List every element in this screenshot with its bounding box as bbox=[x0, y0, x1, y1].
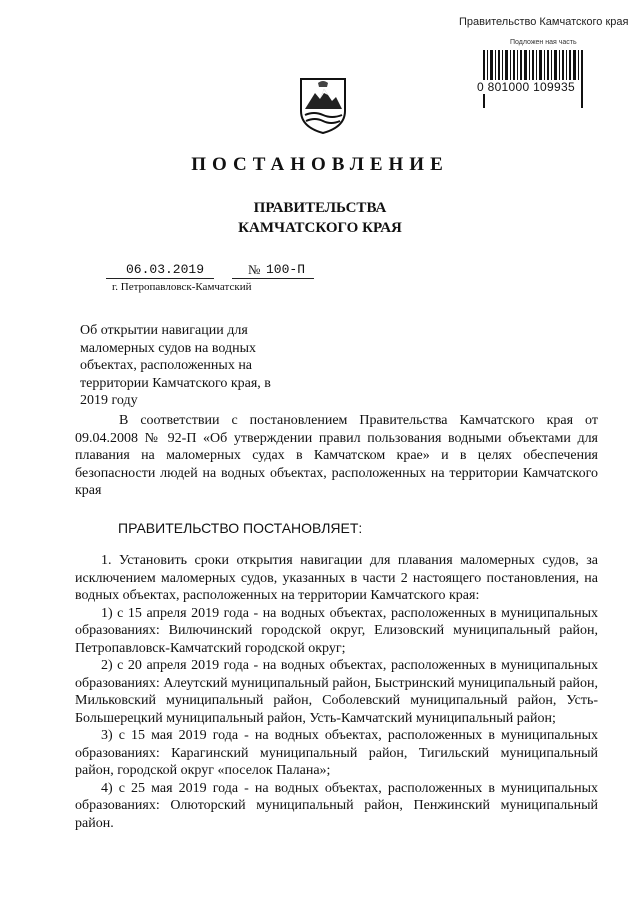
subitem-3: 3) с 15 мая 2019 года - на водных объектах, расположенных в муниципальных образованиях: Карагинский муниципальный район, Тигильский муниципальный район, городской округ «поселок Палана»; bbox=[75, 728, 598, 778]
preamble-text: В соответствии с постановлением Правительства Камчатского края от 09.04.2008 № 92-П «Об утверждении правил пользования водными объектами для плавания на маломерных судах в Камчатском крае» и в целях обеспечения безопасности людей на водных объектах, расположенных на территории Камчатского края bbox=[75, 413, 598, 498]
government-line-2: КАМЧАТСКОГО КРАЯ bbox=[238, 220, 402, 236]
preamble bbox=[75, 412, 598, 500]
document-number: 100-П bbox=[266, 262, 306, 277]
city: г. Петропавловск-Камчатский bbox=[112, 281, 252, 293]
document-date: 06.03.2019 bbox=[126, 262, 205, 277]
decree-heading: ПРАВИТЕЛЬСТВО ПОСТАНОВЛЯЕТ: bbox=[118, 520, 363, 536]
subitem-1: 1) с 15 апреля 2019 года - на водных объектах, расположенных в муниципальных образованиях: Вилючинский городской округ, Елизовский муниципальный район, Петропавловск-Камчатский городской округ; bbox=[75, 605, 598, 656]
subitem-2: 2) с 20 апреля 2019 года - на водных объектах, расположенных в муниципальных образованиях: Алеутский муниципальный район, Быстринский муниципальный район, Мильковский муниципальный район, Соболевский муниципальный район, Усть-Большерецкий муниципальный район, Усть-Камчатский муниципальный район; bbox=[75, 658, 598, 726]
document-subject: Об открытии навигации для маломерных судов на водных объектах, расположенных на территории Камчатского края, в 2019 году bbox=[80, 323, 271, 408]
item-1: 1. Установить сроки открытия навигации для плавания маломерных судов, за исключением маломерных судов, указанных в части 2 настоящего постановления, на водных объектах, расположенных на территории Камчатского края: bbox=[75, 553, 598, 603]
barcode-number: 0 801000 109935 bbox=[477, 80, 575, 94]
barcode bbox=[483, 50, 583, 108]
stamp-organization: Правительство Камчатского края bbox=[459, 16, 629, 28]
stamp-subtitle: Подложен ная часть bbox=[510, 39, 577, 46]
date-underline bbox=[106, 278, 214, 279]
number-label: № bbox=[248, 262, 261, 277]
number-underline bbox=[232, 278, 314, 279]
document-title: ПОСТАНОВЛЕНИЕ bbox=[191, 154, 449, 175]
decree-body bbox=[75, 552, 598, 832]
government-heading bbox=[0, 198, 640, 238]
government-line-1: ПРАВИТЕЛЬСТВА bbox=[253, 200, 387, 216]
coat-of-arms-emblem bbox=[298, 75, 348, 135]
subitem-4: 4) с 25 мая 2019 года - на водных объектах, расположенных в муниципальных образованиях: Олюторский муниципальный район, Пенжинский муниципальный район. bbox=[75, 780, 598, 831]
